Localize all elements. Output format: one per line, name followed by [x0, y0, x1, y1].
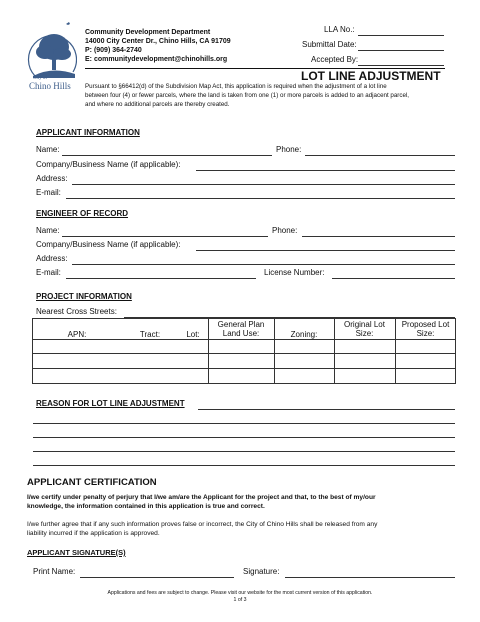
cross-streets-label: Nearest Cross Streets: — [36, 307, 117, 316]
applicant-name-field[interactable] — [62, 155, 272, 156]
page-title: LOT LINE ADJUSTMENT — [301, 69, 441, 83]
table-row[interactable] — [32, 340, 456, 353]
col-lot: Lot: — [186, 330, 200, 339]
lla-no-label: LLA No.: — [324, 25, 355, 34]
engineer-name-field[interactable] — [62, 236, 268, 237]
applicant-company-label: Company/Business Name (if applicable): — [36, 160, 181, 169]
col-apn: APN: — [67, 330, 87, 339]
logo-city-name: Chino Hills — [29, 81, 71, 91]
intro-line-2: between four (4) or fewer parcels, where the land is taken from one (1) or more parcels is added to an adjacent parcel, — [85, 92, 409, 99]
certification-heading: APPLICANT CERTIFICATION — [27, 477, 157, 488]
intro-line-1: Pursuant to §66412(d) of the Subdivision Map Act, this application is required when the adjustment of a lot line — [85, 83, 387, 90]
col-zoning: Zoning: — [290, 330, 318, 339]
project-heading: PROJECT INFORMATION — [36, 292, 132, 301]
col-original-size: Original Lot Size: — [344, 320, 385, 338]
logo-small-text: City of — [33, 76, 48, 81]
engineer-company-label: Company/Business Name (if applicable): — [36, 240, 181, 249]
certification-bold-1: I/we certify under penalty of perjury that I/we am/are the Applicant for the project and that, to the best of my/our — [27, 494, 376, 501]
applicant-address-field[interactable] — [72, 184, 455, 185]
accepted-by-field[interactable] — [358, 65, 444, 66]
submittal-date-field[interactable] — [358, 50, 444, 51]
engineer-heading: ENGINEER OF RECORD — [36, 209, 129, 218]
intro-line-3: and where no additional parcels are thereby created. — [85, 101, 230, 108]
signature-label: Signature: — [243, 567, 280, 576]
department-info — [85, 28, 231, 64]
signature-heading: APPLICANT SIGNATURE(S) — [27, 548, 126, 557]
department-name: Community Development Department — [85, 29, 211, 36]
table-row[interactable] — [32, 369, 456, 383]
reason-line-4[interactable] — [33, 451, 455, 452]
print-name-label: Print Name: — [33, 567, 76, 576]
print-name-field[interactable] — [80, 577, 234, 578]
department-email: E: communitydevelopment@chinohills.org — [85, 56, 228, 63]
engineer-phone-label: Phone: — [272, 226, 298, 235]
engineer-email-label: E-mail: — [36, 268, 61, 277]
applicant-phone-label: Phone: — [276, 145, 302, 154]
certification-text-1: I/we further agree that if any such information proves false or incorrect, the City of Chino Hills shall be released from any — [27, 521, 378, 528]
city-logo — [27, 14, 77, 94]
lla-no-field[interactable] — [358, 35, 444, 36]
engineer-address-field[interactable] — [72, 264, 455, 265]
engineer-license-field[interactable] — [332, 278, 455, 279]
applicant-heading: APPLICANT INFORMATION — [36, 128, 140, 137]
engineer-phone-field[interactable] — [302, 236, 455, 237]
applicant-company-field[interactable] — [196, 170, 455, 171]
page-number: 1 of 3 — [233, 597, 247, 603]
reason-line-2[interactable] — [33, 423, 455, 424]
department-address: 14000 City Center Dr., Chino Hills, CA 91709 — [85, 38, 231, 45]
engineer-name-label: Name: — [36, 226, 60, 235]
engineer-company-field[interactable] — [196, 250, 455, 251]
reason-line-5[interactable] — [33, 465, 455, 466]
certification-bold-2: knowledge, the information contained in this application is true and correct. — [27, 503, 265, 510]
submittal-date-label: Submittal Date: — [302, 40, 357, 49]
parcel-table — [32, 318, 456, 384]
certification-text-2: liability incurred if the application is approved. — [27, 530, 160, 537]
applicant-email-field[interactable] — [66, 198, 455, 199]
col-tract: Tract: — [139, 330, 161, 339]
col-general-plan: General Plan Land Use: — [217, 320, 265, 338]
reason-line-1[interactable] — [198, 409, 455, 410]
accepted-by-label: Accepted By: — [311, 55, 359, 64]
reason-heading: REASON FOR LOT LINE ADJUSTMENT — [36, 399, 185, 408]
applicant-address-label: Address: — [36, 174, 68, 183]
department-phone: P: (909) 364-2740 — [85, 47, 142, 54]
col-proposed-size: Proposed Lot Size: — [401, 320, 450, 338]
signature-field[interactable] — [285, 577, 455, 578]
reason-line-3[interactable] — [33, 437, 455, 438]
engineer-license-label: License Number: — [264, 268, 325, 277]
engineer-email-field[interactable] — [66, 278, 256, 279]
table-row[interactable] — [32, 354, 456, 368]
applicant-phone-field[interactable] — [305, 155, 455, 156]
applicant-name-label: Name: — [36, 145, 60, 154]
applicant-email-label: E-mail: — [36, 188, 61, 197]
footer-note: Applications and fees are subject to change. Please visit our website for the most current version of this application. — [107, 590, 373, 596]
engineer-address-label: Address: — [36, 254, 68, 263]
